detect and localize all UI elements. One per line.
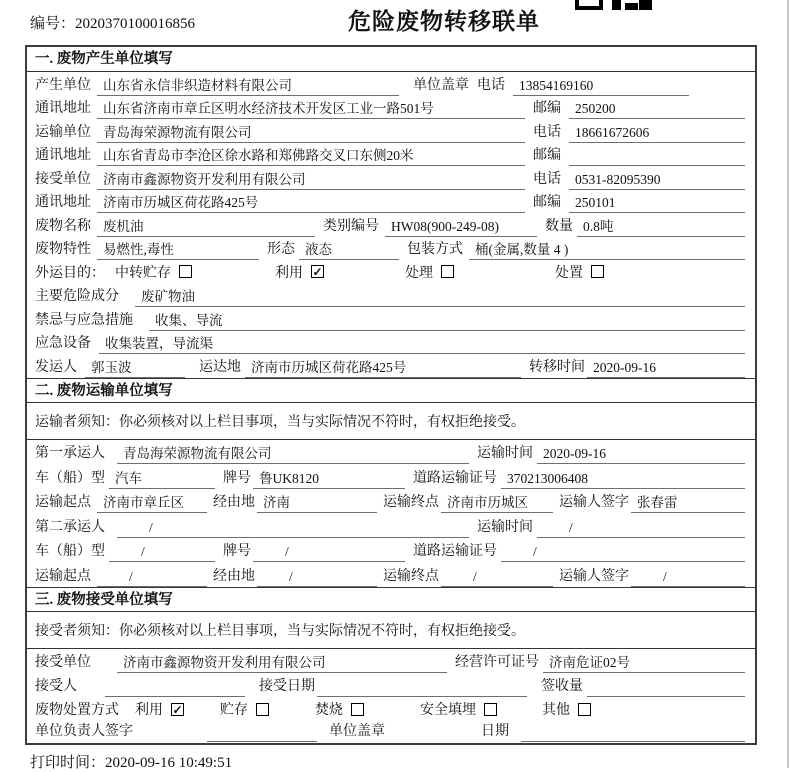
row-accept-unit: [27, 649, 755, 673]
checkbox-disposal-landfill: [484, 703, 497, 716]
waste-qty-label: 数量: [545, 218, 573, 234]
vehicle1-value: 汽车: [109, 467, 215, 489]
route1-via-label: 经由地: [213, 495, 255, 511]
row-signature: [27, 721, 755, 742]
transporter-label: 运输单位: [35, 124, 91, 140]
row-carrier1: [27, 440, 755, 465]
option-label: 利用: [275, 265, 303, 281]
row-carrier2: [27, 513, 755, 538]
equipment-label: 应急设备: [35, 336, 91, 351]
option-label: 其他: [542, 703, 570, 719]
plate2-value: /: [253, 544, 405, 562]
producer-label: 产生单位: [35, 77, 91, 93]
carrier2-value: /: [117, 520, 469, 538]
destination-label: 运达地: [199, 359, 241, 375]
carrier2-time-label: 运输时间: [477, 519, 533, 535]
producer-seal-label: 单位盖章: [413, 77, 469, 93]
producer-zip-value: 250200: [569, 101, 745, 119]
unit-seal-label: 单位盖章: [329, 724, 385, 740]
disposal-option-landfill: [420, 699, 542, 721]
acceptor-label: 接受人: [35, 679, 77, 695]
waste-code-label: 类别编号: [323, 218, 379, 234]
acceptor-value: [105, 680, 245, 697]
route2-sign-label: 运输人签字: [559, 569, 629, 585]
signed-qty-value: [587, 680, 745, 697]
option-label: 中转贮存: [115, 265, 171, 281]
consignor-label: 发运人: [35, 359, 77, 375]
option-label: 处理: [405, 265, 433, 281]
carrier1-label: 第一承运人: [35, 446, 105, 462]
measures-value: 收集、导流: [149, 309, 745, 331]
row-waste-props: [27, 237, 755, 261]
row-receiver: [27, 166, 755, 190]
transporter-address-value: 山东省青岛市李沧区徐水路和郑佛路交叉口东侧20米: [97, 144, 525, 166]
waste-name-label: 废物名称: [35, 218, 91, 234]
disposal-option-store: [220, 699, 315, 721]
qr-code-fragment: [575, 0, 653, 10]
transporter-phone-value: 18661672606: [569, 125, 745, 143]
option-label: 焚烧: [315, 703, 343, 719]
route2-start-label: 运输起点: [35, 569, 91, 585]
route1-sign-value: 张春雷: [631, 491, 745, 513]
cert2-value: /: [501, 544, 745, 562]
print-time: [30, 751, 232, 772]
producer-zip-label: 邮编: [533, 101, 561, 116]
serial-label: 编号：: [30, 16, 76, 32]
row-waste-name: [27, 213, 755, 237]
waste-form-label: 形态: [267, 242, 295, 257]
row-producer-address: [27, 96, 755, 120]
producer-address-value: 山东省济南市章丘区明水经济技术开发区工业一路501号: [97, 97, 525, 119]
disposal-option-reuse: [135, 699, 220, 721]
disposal-option-other: [542, 699, 591, 721]
row-producer: [27, 72, 755, 96]
transporter-value: 青岛海荣源物流有限公司: [97, 121, 525, 143]
producer-address-label: 通讯地址: [35, 101, 91, 116]
hazard-value: 废矿物油: [135, 285, 745, 307]
producer-phone-label: 电话: [477, 77, 505, 93]
option-label: 安全填埋: [420, 703, 476, 719]
purpose-label: 外运目的：: [35, 265, 105, 281]
row-dispatch: [27, 354, 755, 378]
waste-name-value: 废机油: [97, 215, 315, 237]
route1-sign-label: 运输人签字: [559, 495, 629, 511]
checkbox-reuse: ✓: [312, 265, 323, 279]
section2-notice: 运输者须知：你必须核对以上栏目事项，当与实际情况不符时，有权拒绝接受。: [27, 403, 755, 440]
route2-via-label: 经由地: [213, 569, 255, 585]
license-label: 经营许可证号: [455, 655, 539, 671]
row-route2: [27, 562, 755, 587]
receiver-label: 接受单位: [35, 171, 91, 187]
cert1-value: 370213006408: [501, 471, 745, 489]
row-transporter: [27, 119, 755, 143]
plate1-value: 鲁UK8120: [253, 467, 405, 489]
route1-end-label: 运输终点: [383, 495, 439, 511]
route2-start-value: /: [97, 569, 207, 587]
route1-start-label: 运输起点: [35, 495, 91, 511]
measures-label: 禁忌与应急措施: [35, 312, 133, 328]
row-transporter-address: [27, 143, 755, 167]
carrier1-time-value: 2020-09-16: [537, 446, 745, 464]
row-route1: [27, 489, 755, 514]
route1-start-value: 济南市章丘区: [97, 491, 207, 513]
license-value: 济南危证02号: [543, 651, 745, 673]
accept-unit-value: 济南市鑫源物资开发利用有限公司: [117, 651, 447, 673]
checkbox-disposal-reuse: ✓: [172, 702, 183, 717]
waste-pack-label: 包装方式: [407, 242, 463, 257]
row-receiver-address: [27, 190, 755, 214]
vehicle2-value: /: [109, 544, 215, 562]
destination-value: 济南市历城区荷花路425号: [245, 356, 521, 378]
carrier2-label: 第二承运人: [35, 519, 105, 535]
row-vehicle2: [27, 538, 755, 563]
disposal-option-incinerate: [315, 699, 420, 721]
section3-heading: 三. 废物接受单位填写: [27, 587, 755, 612]
transporter-phone-label: 电话: [533, 124, 561, 140]
row-hazard: [27, 284, 755, 308]
receiver-address-value: 济南市历城区荷花路425号: [97, 191, 525, 213]
transfer-time-value: 2020-09-16: [587, 360, 745, 378]
vehicle2-label: 车（船）型: [35, 544, 105, 560]
waste-form-value: 液态: [299, 238, 399, 260]
cert1-label: 道路运输证号: [413, 470, 497, 486]
responsible-sign-label: 单位负责人签字: [35, 724, 133, 740]
row-disposal: [27, 697, 755, 721]
waste-props-label: 废物特性: [35, 242, 91, 257]
waste-pack-value: 桶(金属,数量 4 ): [469, 238, 745, 260]
route2-end-value: /: [441, 569, 553, 587]
transporter-zip-value: [569, 149, 745, 166]
print-time-value: 2020-09-16 10:49:51: [105, 755, 233, 771]
page-title: 危险废物转移联单: [348, 9, 540, 34]
transporter-address-label: 通讯地址: [35, 148, 91, 163]
waste-code-value: HW08(900-249-08): [385, 219, 537, 237]
section1-heading: 一. 废物产生单位填写: [27, 47, 755, 72]
route1-via-value: 济南: [257, 491, 377, 513]
waste-qty-value: 0.8吨: [577, 215, 745, 237]
row-vehicle1: [27, 464, 755, 489]
route2-via-value: /: [257, 569, 377, 587]
plate2-label: 牌号: [223, 544, 251, 560]
producer-value: 山东省永信非织造材料有限公司: [97, 74, 399, 96]
row-equipment: [27, 331, 755, 355]
receiver-address-label: 通讯地址: [35, 195, 91, 210]
hazard-label: 主要危险成分: [35, 289, 119, 304]
purpose-option-treat: [405, 262, 555, 284]
section3-notice: 接受者须知：你必须核对以上栏目事项，当与实际情况不符时，有权拒绝接受。: [27, 612, 755, 649]
purpose-option-dispose: [555, 262, 604, 284]
purpose-option-reuse: [275, 262, 405, 284]
print-time-label: 打印时间：: [30, 755, 106, 771]
option-label: 处置: [555, 265, 583, 281]
disposal-label: 废物处置方式: [35, 703, 119, 719]
row-acceptor: [27, 673, 755, 697]
accept-date-value: [317, 680, 527, 697]
sign-date-label: 日期: [481, 724, 509, 740]
accept-date-label: 接受日期: [259, 679, 315, 695]
route2-end-label: 运输终点: [383, 569, 439, 585]
carrier1-value: 青岛海荣源物流有限公司: [117, 442, 469, 464]
producer-phone-value: 13854169160: [513, 78, 689, 96]
checkbox-treat: [441, 265, 454, 278]
sign-date-value: [521, 725, 745, 742]
carrier2-time-value: /: [537, 520, 745, 538]
receiver-zip-value: 250101: [569, 195, 745, 213]
row-measures: [27, 307, 755, 331]
checkbox-disposal-store: [256, 703, 269, 716]
page-edge-line: [787, 0, 789, 768]
route1-end-value: 济南市历城区: [441, 491, 553, 513]
accept-unit-label: 接受单位: [35, 655, 91, 671]
transporter-zip-label: 邮编: [533, 148, 561, 163]
receiver-zip-label: 邮编: [533, 195, 561, 210]
route2-sign-value: /: [631, 569, 745, 587]
manifest-form: [25, 45, 757, 745]
consignor-value: 郭玉波: [85, 356, 185, 378]
option-label: 利用: [135, 703, 163, 719]
responsible-sign-value: [207, 725, 317, 742]
equipment-value: 收集装置，导流渠: [99, 332, 745, 354]
carrier1-time-label: 运输时间: [477, 446, 533, 462]
plate1-label: 牌号: [223, 470, 251, 486]
signed-qty-label: 签收量: [541, 679, 583, 695]
receiver-phone-value: 0531-82095390: [569, 172, 745, 190]
checkbox-dispose: [591, 265, 604, 278]
checkbox-disposal-other: [578, 703, 591, 716]
receiver-phone-label: 电话: [533, 171, 561, 187]
waste-props-value: 易燃性,毒性: [97, 238, 259, 260]
checkbox-transfer: [179, 265, 192, 278]
serial-number: 2020370100016856: [75, 16, 196, 32]
purpose-option-transfer: [115, 262, 275, 284]
transfer-time-label: 转移时间: [529, 359, 585, 375]
checkbox-disposal-incinerate: [351, 703, 364, 716]
row-purpose: [27, 260, 755, 284]
option-label: 贮存: [220, 703, 248, 719]
vehicle1-label: 车（船）型: [35, 470, 105, 486]
cert2-label: 道路运输证号: [413, 544, 497, 560]
section2-heading: 二. 废物运输单位填写: [27, 378, 755, 403]
receiver-value: 济南市鑫源物资开发利用有限公司: [97, 168, 525, 190]
